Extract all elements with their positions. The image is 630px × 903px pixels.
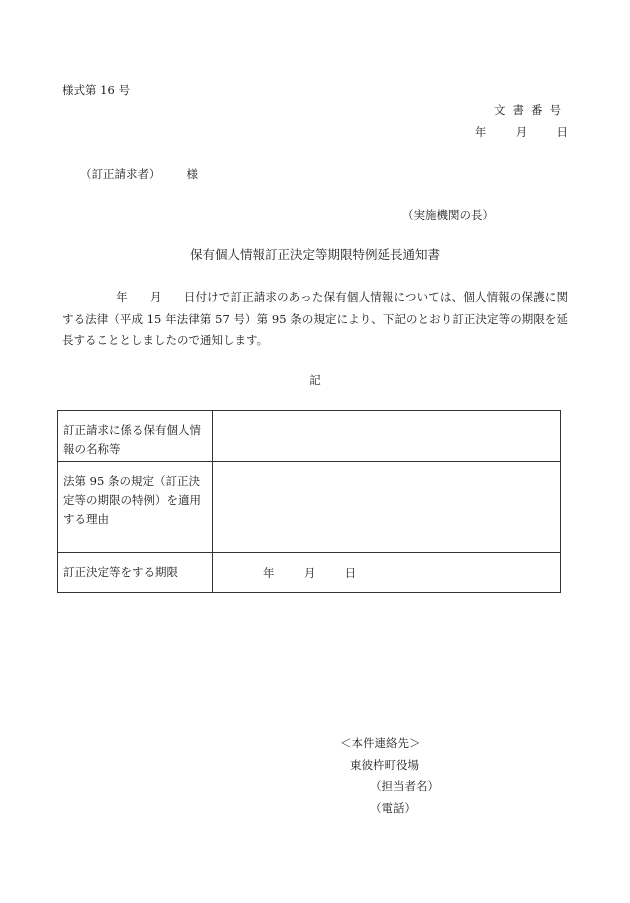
sender: （実施機関の長） xyxy=(402,208,494,222)
document-date-year: 年 xyxy=(474,125,487,139)
contact-person: （担当者名） xyxy=(370,779,439,793)
body-text: 日付けで訂正請求のあった保有個人情報については、個人情報の保護に関する法律（平成 15 年法律第 57 号）第 95 条の規定により、下記のとおり訂正決定等の期限を延長することとしましたので通知します。 xyxy=(62,290,569,347)
table-row xyxy=(58,553,561,593)
row-value-info-name xyxy=(213,411,561,462)
deadline-month: 月 xyxy=(303,565,316,580)
contact-office: 東彼杵町役場 xyxy=(350,757,419,772)
recipient xyxy=(80,166,198,182)
contact-phone: （電話） xyxy=(370,800,416,815)
contact-heading: ＜本件連絡先＞ xyxy=(340,736,421,750)
notice-body xyxy=(62,287,568,352)
document-date-day: 日 xyxy=(556,125,568,139)
row-label-info-name: 訂正請求に係る保有個人情報の名称等 xyxy=(58,411,213,462)
recipient-honorific: 様 xyxy=(186,167,198,181)
form-number: 様式第 16 号 xyxy=(62,83,130,97)
document-date xyxy=(475,124,568,140)
row-value-reason xyxy=(213,462,561,553)
document-title: 保有個人情報訂正決定等期限特例延長通知書 xyxy=(189,247,440,262)
table-row xyxy=(58,411,561,462)
detail-table xyxy=(57,410,561,593)
document-date-month: 月 xyxy=(515,125,528,139)
ki-heading: 記 xyxy=(309,373,321,387)
body-month: 月 xyxy=(149,290,162,304)
body-year: 年 xyxy=(116,290,128,304)
recipient-name: （訂正請求者） xyxy=(80,167,161,181)
deadline-year: 年 xyxy=(263,565,275,580)
row-value-deadline xyxy=(213,553,561,593)
document-number-label: 文書番号 xyxy=(494,103,568,117)
contact-block xyxy=(340,733,439,819)
row-label-reason: 法第 95 条の規定（訂正決定等の期限の特例）を適用する理由 xyxy=(58,462,213,553)
row-label-deadline: 訂正決定等をする期限 xyxy=(58,553,213,593)
table-row xyxy=(58,462,561,553)
deadline-day: 日 xyxy=(344,565,357,580)
